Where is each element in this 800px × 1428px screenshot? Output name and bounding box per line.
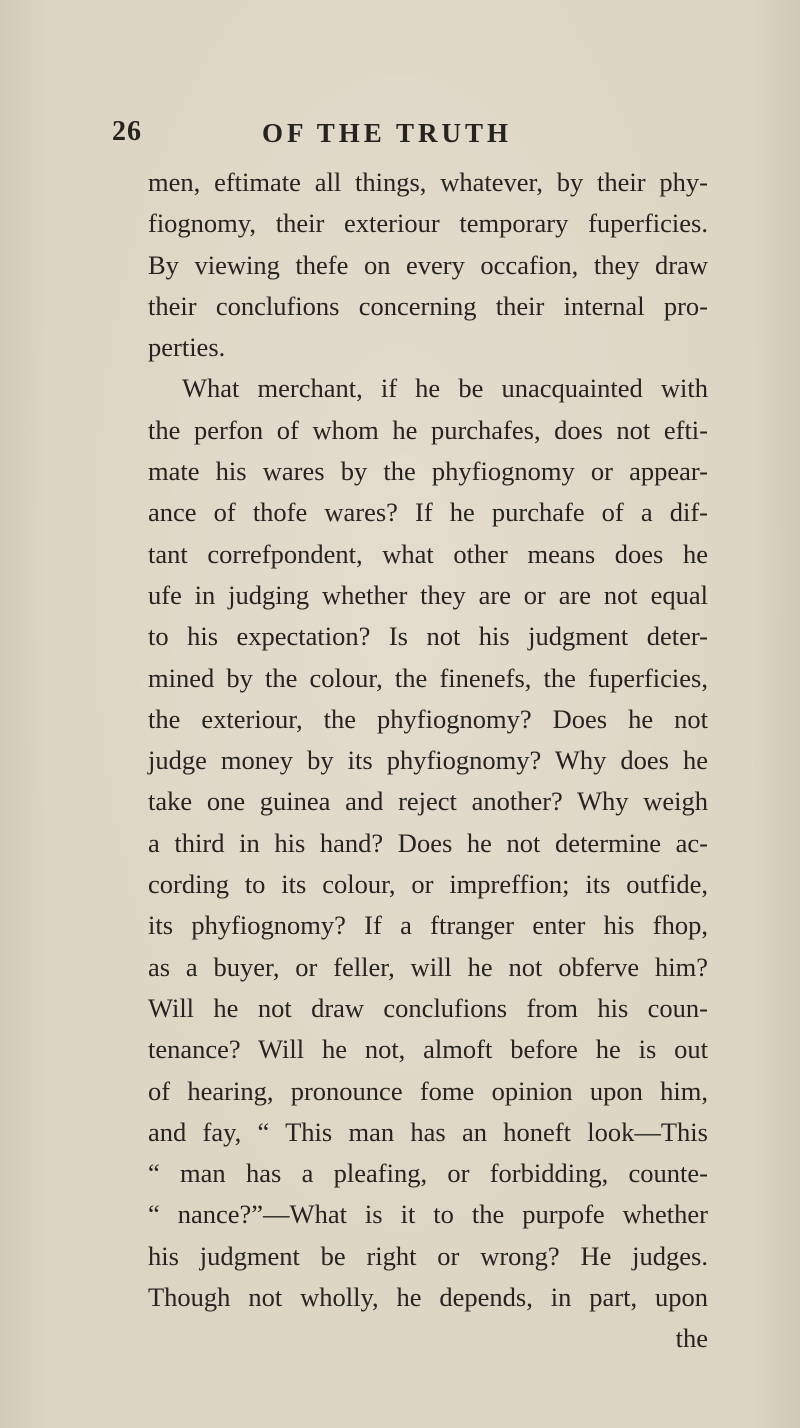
text-line: the exteriour, the phyfiognomy? Does he not: [148, 703, 708, 734]
text-line: a third in his hand? Does he not determine ac-: [148, 827, 708, 858]
text-line: as a buyer, or feller, will he not obferve him?: [148, 951, 708, 982]
text-line: Will he not draw conclufions from his coun-: [148, 992, 708, 1023]
text-line: mate his wares by the phyfiognomy or appear-: [148, 456, 708, 487]
text-line: ance of thofe wares? If he purchafe of a dif-: [148, 497, 708, 528]
text-line: ufe in judging whether they are or are not equal: [148, 579, 708, 610]
text-line: his judgment be right or wrong? He judges.: [148, 1240, 708, 1271]
text-line: cording to its colour, or impreffion; its outfide,: [148, 869, 708, 900]
catchword: the: [675, 1323, 708, 1354]
text-line: take one guinea and reject another? Why weigh: [148, 786, 708, 817]
text-line: fiognomy, their exteriour temporary fuperficies.: [148, 208, 708, 239]
text-line: By viewing thefe on every occafion, they draw: [148, 249, 708, 280]
page-header: [0, 116, 800, 156]
text-line: tant correfpondent, what other means does he: [148, 538, 708, 569]
text-line: “ nance?”—What is it to the purpofe whether: [148, 1199, 708, 1230]
body-text: [148, 162, 708, 1360]
text-line: men, eftimate all things, whatever, by their phy-: [148, 167, 708, 197]
text-line: What merchant, if he be unacquainted with: [182, 373, 708, 404]
text-line: “ man has a pleafing, or forbidding, counte-: [148, 1158, 708, 1189]
text-line: its phyfiognomy? If a ftranger enter his fhop,: [148, 910, 708, 941]
text-line: and fay, “ This man has an honeft look—This: [148, 1116, 708, 1147]
text-line: mined by the colour, the finenefs, the fuperficies,: [148, 662, 708, 693]
text-line: of hearing, pronounce fome opinion upon him,: [148, 1075, 708, 1106]
text-line: Though not wholly, he depends, in part, upon: [148, 1282, 708, 1313]
running-head: OF THE TRUTH: [262, 118, 513, 148]
text-line: judge money by its phyfiognomy? Why does he: [148, 745, 708, 776]
text-line: tenance? Will he not, almoft before he is out: [148, 1034, 708, 1065]
page-number: 26: [112, 116, 142, 147]
text-line: to his expectation? Is not his judgment deter-: [148, 621, 708, 652]
text-line: perties.: [148, 332, 226, 363]
text-line: the perfon of whom he purchafes, does not efti-: [148, 414, 708, 445]
text-line: their conclufions concerning their internal pro-: [148, 290, 708, 321]
